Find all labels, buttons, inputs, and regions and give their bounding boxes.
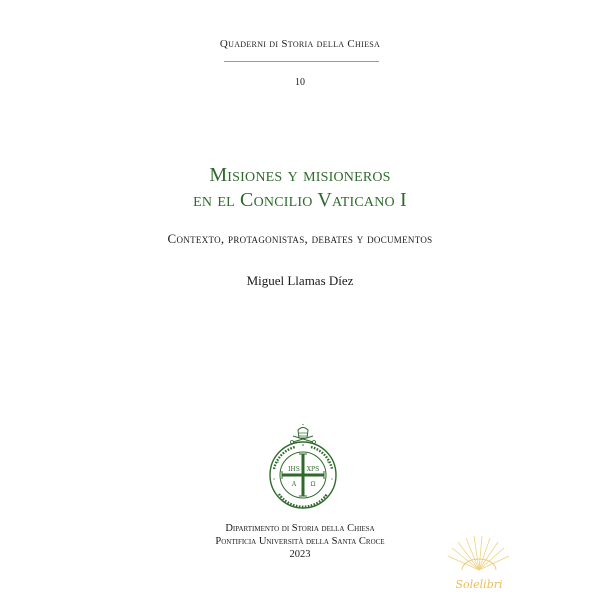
- series-number: 10: [295, 77, 305, 88]
- svg-text:A: A: [291, 481, 297, 488]
- book-title-line-1: Misiones y misioneros: [209, 164, 391, 186]
- solelibri-sun-logo-icon: [446, 536, 512, 596]
- series-divider: [224, 61, 379, 62]
- svg-text:Ω: Ω: [310, 481, 316, 488]
- publication-year: 2023: [289, 549, 311, 560]
- svg-text:IHS: IHS: [288, 466, 300, 473]
- university-name: Pontificia Università della Santa Croce: [215, 536, 385, 547]
- department-name: Dipartimento di Storia della Chiesa: [225, 523, 375, 534]
- university-seal-icon: [265, 424, 341, 510]
- author-name: Miguel Llamas Díez: [246, 273, 354, 288]
- series-title: Quaderni di Storia della Chiesa: [219, 38, 381, 50]
- svg-text:Solelibri: Solelibri: [455, 578, 503, 591]
- book-title: [0, 163, 600, 213]
- svg-text:XPS: XPS: [306, 466, 320, 473]
- book-title-line-2: en el Concilio Vaticano I: [193, 189, 407, 211]
- book-subtitle: Contexto, protagonistas, debates y documentos: [167, 231, 433, 246]
